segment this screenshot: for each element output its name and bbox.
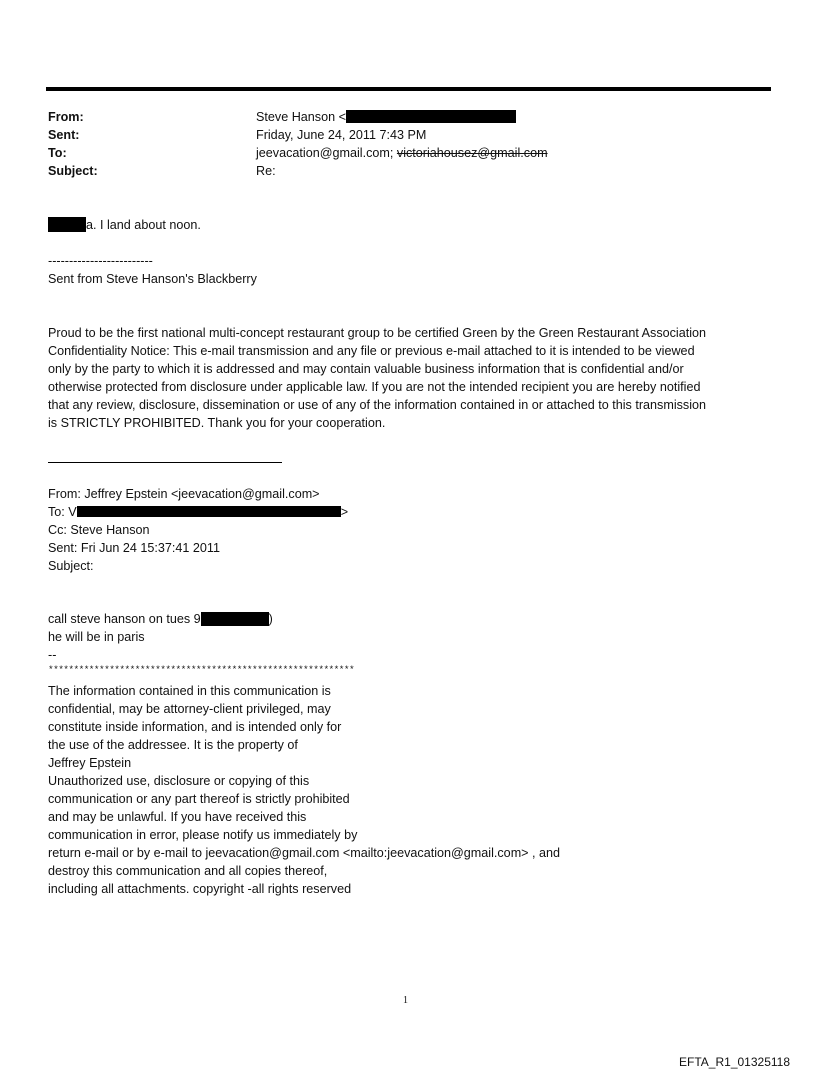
to-recipient-struck: victoriahousez@gmail.com — [396, 146, 548, 160]
bates-number: EFTA_R1_01325118 — [679, 1055, 790, 1069]
notice-line: only by the party to which it is addressed and may contain valuable business information that is confidential and/or — [48, 362, 684, 376]
notice-line: constitute inside information, and is intended only for — [48, 720, 342, 734]
notice-line: return e-mail or by e-mail to jeevacation@gmail.com <mailto:jeevacation@gmail.com> , and — [48, 846, 561, 860]
page-number: 1 — [403, 995, 408, 1006]
subject-label: Subject: — [48, 164, 98, 178]
to-recipient[interactable]: jeevacation@gmail.com; — [256, 146, 394, 160]
sent-label: Sent: — [48, 128, 80, 142]
original-body-line: call steve hanson on tues 9 ) — [48, 612, 273, 626]
notice-line: otherwise protected from disclosure under applicable law. If you are not the intended recipient you are hereby notified — [48, 380, 701, 394]
original-message-separator — [48, 462, 282, 463]
redaction-box — [346, 110, 516, 123]
notice-line: The information contained in this communication is — [48, 684, 331, 698]
original-from: From: Jeffrey Epstein <jeevacation@gmail.com> — [48, 487, 320, 501]
notice-line: is STRICTLY PROHIBITED. Thank you for your cooperation. — [48, 416, 386, 430]
header-rule — [46, 87, 771, 91]
notice-line: including all attachments. copyright -all rights reserved — [48, 882, 352, 896]
notice-line: that any review, disclosure, dissemination or use of any of the information contained in or attached to this transmission — [48, 398, 707, 412]
original-subject: Subject: — [48, 559, 94, 573]
confidentiality-notice — [48, 324, 770, 432]
asterisk-divider: ************************************************************ — [48, 664, 355, 675]
notice-line: communication or any part thereof is strictly prohibited — [48, 792, 350, 806]
notice-line: destroy this communication and all copies thereof, — [48, 864, 328, 878]
notice-line: communication in error, please notify us immediately by — [48, 828, 358, 842]
from-label: From: — [48, 110, 84, 124]
redaction-box — [77, 506, 341, 517]
subject-value: Re: — [256, 164, 276, 178]
original-sent: Sent: Fri Jun 24 15:37:41 2011 — [48, 541, 221, 555]
reply-body: a. I land about noon. — [48, 216, 201, 234]
original-body-line: he will be in paris — [48, 630, 145, 644]
original-confidentiality-notice — [48, 682, 770, 898]
notice-line: Unauthorized use, disclosure or copying of this — [48, 774, 310, 788]
original-cc: Cc: Steve Hanson — [48, 523, 150, 537]
original-to: To: V > — [48, 505, 349, 519]
notice-line: the use of the addressee. It is the property of — [48, 738, 298, 752]
notice-line: and may be unlawful. If you have received this — [48, 810, 307, 824]
notice-line: Confidentiality Notice: This e-mail transmission and any file or previous e-mail attached to it is intended to be viewed — [48, 344, 695, 358]
sent-value: Friday, June 24, 2011 7:43 PM — [256, 128, 427, 142]
signature-divider: ------------------------- — [48, 254, 153, 268]
signature-text: Sent from Steve Hanson's Blackberry — [48, 272, 257, 286]
notice-line: Jeffrey Epstein — [48, 756, 132, 770]
notice-line: Proud to be the first national multi-concept restaurant group to be certified Green by the Green Restaurant Association — [48, 326, 707, 340]
signature-dashes: -- — [48, 648, 57, 662]
notice-line: confidential, may be attorney-client privileged, may — [48, 702, 331, 716]
to-label: To: — [48, 146, 67, 160]
redaction-box — [48, 217, 86, 232]
to-value — [256, 144, 548, 162]
from-value: Steve Hanson < — [256, 108, 516, 126]
redaction-box — [201, 612, 269, 626]
